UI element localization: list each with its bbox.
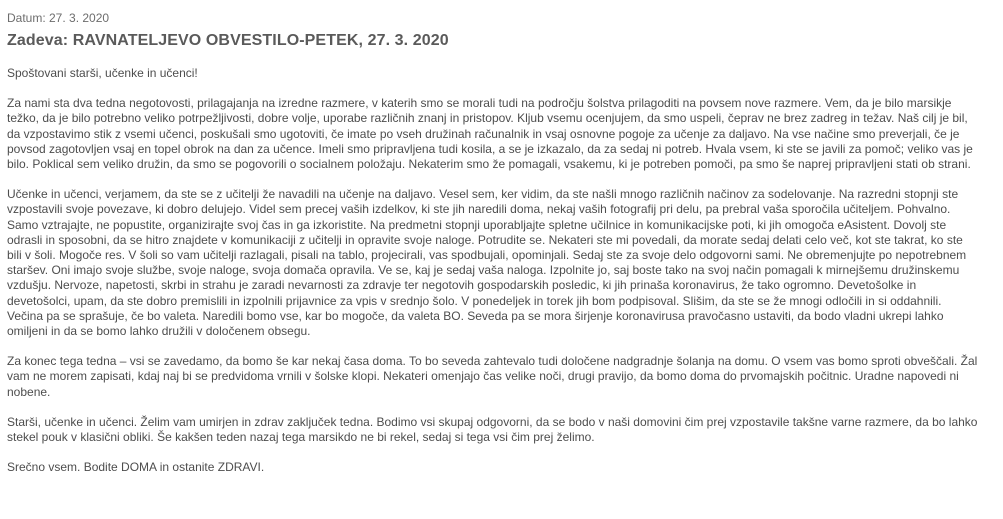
- body-paragraph: Učenke in učenci, verjamem, da ste se z učitelji že navadili na učenje na daljavo. Vesel sem, ker vidim, da ste našli mnogo različnih načinov za sodelovanje. Na razredni stopnji ste vzpostavili svoje povezave, ki dobro delujejo. Videl sem precej vaših izdelkov, ki ste jih naredili doma, nekaj vaših fotografij pri delu, pa prebral vaša sporočila učiteljem. Pohvalno. Samo vztrajajte, ne popustite, organizirajte svoj čas in ga izkoristite. Na predmetni stopnji uporabljajte spletne učilnice in komunikacijske poti, ki jih omogoča eAsistent. Dovolj ste odrasli in sposobni, da se hitro znajdete v komunikaciji z učitelji in opravite svoje naloge. Potrudite se. Nekateri ste mi povedali, da morate sedaj delati celo več, kot ste takrat, ko ste bili v šoli. Mogoče res. V šoli so vam učitelji razlagali, pisali na tablo, projecirali, vas spodbujali, opominjali. Sedaj ste za svoje delo odgovorni sami. Ne obremenjujte po nepotrebnem staršev. Oni imajo svoje službe, svoje naloge, svoja domača opravila. Ve se, kaj je sedaj vaša naloga. Izpolnite jo, saj boste tako na svoj način pomagali k mirnejšemu družinskemu vzdušju. Nervoze, napetosti, skrbi in strahu je zaradi nevarnosti za zdravje ter negotovih gospodarskih posledic, ki jih prinaša koronavirus, že tako ogromno. Devetošolke in devetošolci, upam, da ste dobro premislili in izpolnili prijavnice za vpis v srednjo šolo. V ponedeljek in torek jih bom podpisoval. Slišim, da ste se že mnogi odločili in si oddahnili. Večina pa se sprašuje, če bo valeta. Naredili bomo vse, kar bo mogoče, da valeta BO. Seveda pa se mora širjenje koronavirusa pravočasno ustaviti, da bodo vladni ukrepi lahko omiljeni in da se bomo lahko družili v določenem obsegu.: [7, 187, 967, 339]
- message-date: Datum: 27. 3. 2020: [7, 11, 110, 25]
- body-paragraph: Za konec tega tedna – vsi se zavedamo, da bomo še kar nekaj časa doma. To bo seveda zahtevalo tudi določene nadgradnje šolanja na domu. O vsem vas bomo sproti obveščali. Žal vam ne morem zapisati, kdaj naj bi se predvidoma vrnili v šolske klopi. Nekateri omenjajo čas velike noči, drugi pravijo, da bomo doma do prvomajskih počitnic. Uradne napovedi ni nobene.: [7, 354, 978, 399]
- greeting-paragraph: Spoštovani starši, učenke in učenci!: [7, 66, 198, 80]
- message-subject: Zadeva: RAVNATELJEVO OBVESTILO-PETEK, 27. 3. 2020: [7, 32, 449, 49]
- body-paragraph: Za nami sta dva tedna negotovosti, prilagajanja na izredne razmere, v katerih smo se morali tudi na področju šolstva prilagoditi na povsem nove razmere. Vem, da je bilo marsikje težko, da je bilo potrebno veliko potrpežljivosti, dobre volje, uporabe različnih znanj in pristopov. Kljub vsemu ocenjujem, da smo uspeli, čeprav ne brez zadreg in težav. Naš cilj je bil, da vzpostavimo stik z vsemi učenci, poskušali smo ugotoviti, če imate po vseh družinah računalnik in vsaj osnovne pogoje za učenje za daljavo. Na vse načine smo preverjali, če je povsod zagotovljen vsaj en topel obrok na dan za učence. Imeli smo pripravljena tudi kosila, a se je izkazalo, da za sedaj ni potreb. Hvala vsem, ki ste se javili za pomoč; veliko vas je bilo. Poklical sem veliko družin, da smo se pogovorili o socialnem položaju. Nekaterim smo že pomagali, vsakemu, ki je potreben pomoči, pa smo še naprej pripravljeni stati ob strani.: [7, 96, 973, 172]
- body-paragraph: Starši, učenke in učenci. Želim vam umirjen in zdrav zaključek tedna. Bodimo vsi skupaj odgovorni, da se bodo v naši domovini čim prej vzpostavile takšne varne razmere, da bo lahko stekel pouk v klasični obliki. Še kakšen teden nazaj tega marsikdo ne bi rekel, sedaj si tega vsi čim prej želimo.: [7, 414, 978, 445]
- closing-paragraph: Srečno vsem. Bodite DOMA in ostanite ZDRAVI.: [7, 460, 265, 475]
